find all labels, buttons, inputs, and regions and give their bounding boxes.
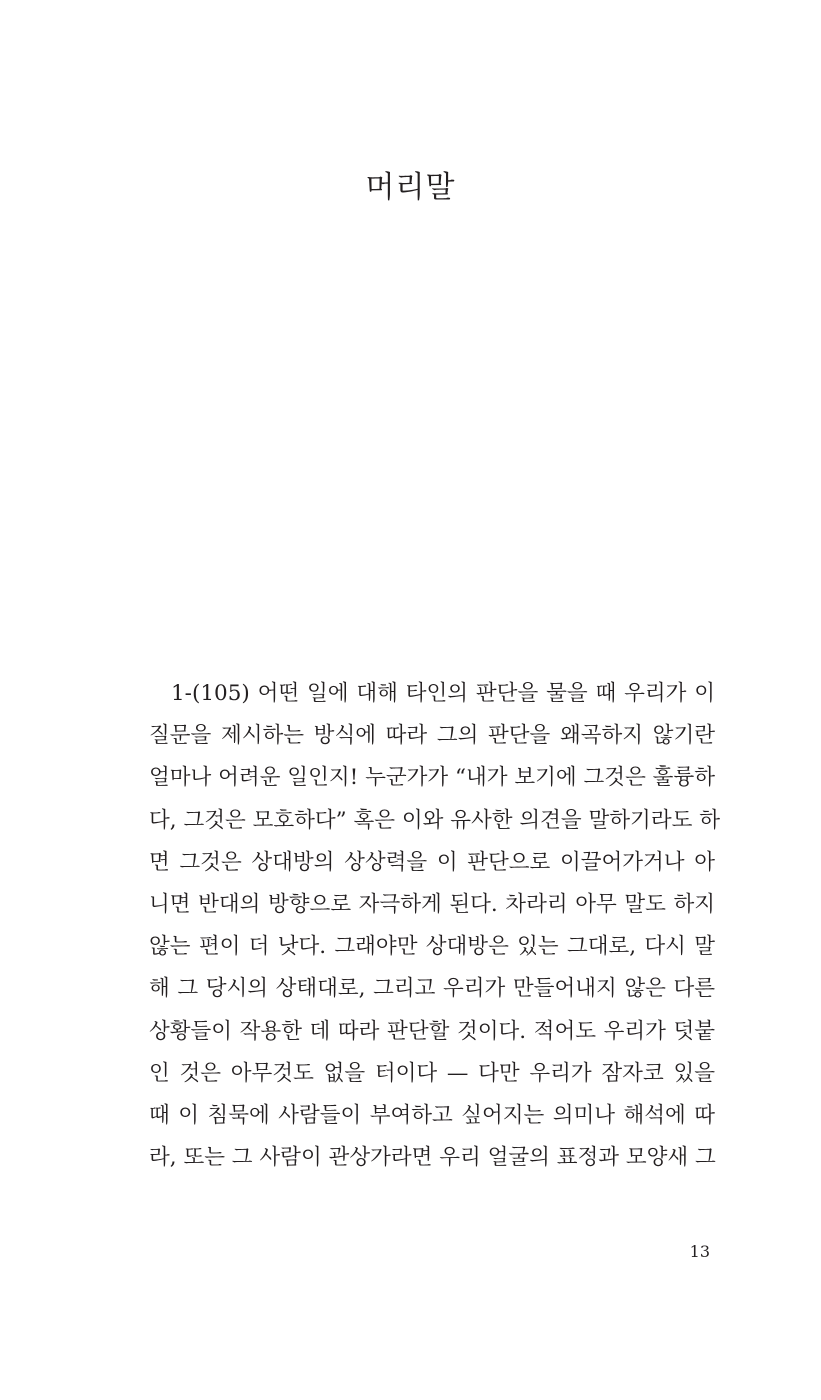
text-line: 상황들이 작용한 데 따라 판단할 것이다. 적어도 우리가 덧붙: [149, 1018, 715, 1044]
text-line: 때 이 침묵에 사람들이 부여하고 싶어지는 의미나 해석에 따: [149, 1102, 715, 1128]
body-paragraph: [149, 673, 720, 1179]
text-line: 니면 반대의 방향으로 자극하게 된다. 차라리 아무 말도 하지: [149, 891, 715, 917]
text-line: 면 그것은 상대방의 상상력을 이 판단으로 이끌어가거나 아: [149, 849, 715, 875]
chapter-title: 머리말: [365, 170, 456, 205]
text-line: 라, 또는 그 사람이 관상가라면 우리 얼굴의 표정과 모양새 그: [149, 1145, 716, 1171]
text-line: 다, 그것은 모호하다” 혹은 이와 유사한 의견을 말하기라도 하: [149, 807, 720, 833]
text-line: 질문을 제시하는 방식에 따라 그의 판단을 왜곡하지 않기란: [149, 723, 715, 749]
page-number: 13: [689, 1242, 710, 1261]
text-line: 해 그 당시의 상태대로, 그리고 우리가 만들어내지 않은 다른: [149, 976, 715, 1002]
text-line: 얼마나 어려운 일인지! 누군가가 “내가 보기에 그것은 훌륭하: [149, 765, 715, 791]
text-line: 1-(105) 어떤 일에 대해 타인의 판단을 물을 때 우리가 이: [171, 681, 715, 706]
text-line: 인 것은 아무것도 없을 터이다 — 다만 우리가 잠자코 있을: [149, 1060, 715, 1086]
text-line: 않는 편이 더 낫다. 그래야만 상대방은 있는 그대로, 다시 말: [149, 934, 715, 960]
